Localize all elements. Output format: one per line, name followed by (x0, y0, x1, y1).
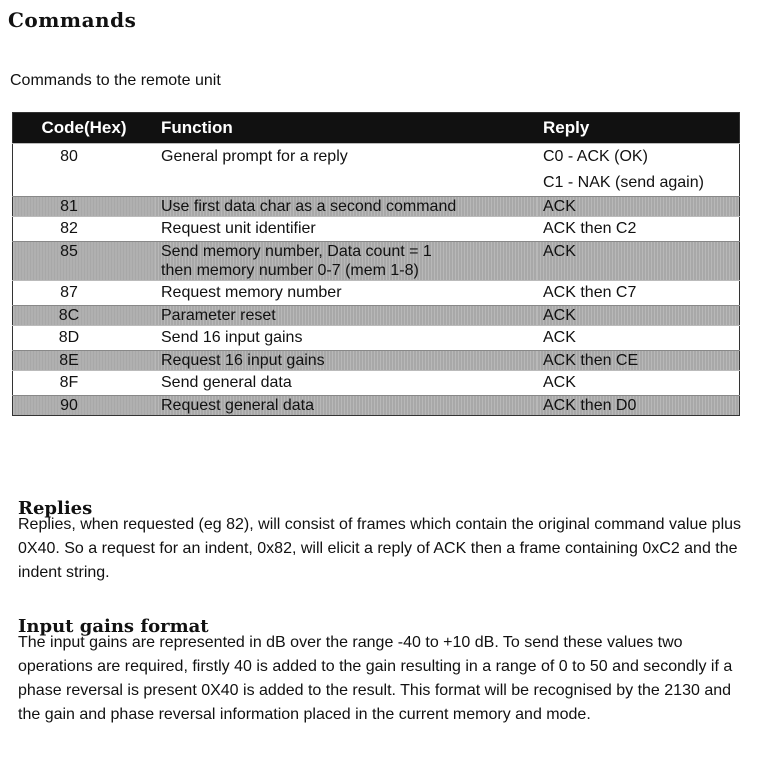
cell-function (155, 242, 537, 281)
cell-code: 8F (13, 371, 156, 396)
cell-reply (537, 281, 740, 306)
cell-reply (537, 396, 740, 416)
cell-function (155, 306, 537, 326)
reply-line: ACK (543, 307, 576, 324)
cell-code: 87 (13, 281, 156, 306)
table-row (13, 396, 740, 416)
reply-line: ACK then C7 (543, 284, 637, 301)
function-line: Send general data (161, 374, 292, 391)
reply-line: ACK (543, 374, 576, 391)
header-reply: Reply (537, 113, 740, 144)
reply-line: ACK then C2 (543, 220, 637, 237)
reply-line: ACK (543, 329, 576, 346)
function-line: Use first data char as a second command (161, 198, 457, 215)
cell-code: 90 (13, 396, 156, 416)
replies-text: Replies, when requested (eg 82), will consist of frames which contain the original command value plus 0X40. So a request for an indent, 0x82, will elicit a reply of ACK then a frame containing 0xC2 and the indent string. (18, 516, 742, 581)
header-code: Code(Hex) (13, 113, 156, 144)
reply-line: ACK then CE (543, 352, 639, 369)
cell-code: 81 (13, 197, 156, 217)
cell-code: 85 (13, 242, 156, 281)
cell-function (155, 197, 537, 217)
cell-reply (537, 306, 740, 326)
replies-title: Replies (18, 498, 93, 519)
function-line: Send memory number, Data count = 1 (161, 243, 432, 260)
function-line: General prompt for a reply (161, 148, 348, 165)
table-row (13, 326, 740, 351)
table-row (13, 371, 740, 396)
function-line: Send 16 input gains (161, 329, 303, 346)
table-row (13, 242, 740, 281)
cell-reply (537, 242, 740, 281)
cell-reply (537, 144, 740, 197)
cell-function (155, 144, 537, 197)
page-title: Commands (8, 8, 137, 32)
cell-function (155, 326, 537, 351)
function-line: then memory number 0-7 (mem 1-8) (161, 262, 419, 279)
cell-function (155, 351, 537, 371)
table-row (13, 351, 740, 371)
function-line: Request memory number (161, 284, 342, 301)
intro-text: Commands to the remote unit (10, 72, 221, 89)
reply-line: C0 - ACK (OK) (543, 148, 648, 165)
cell-function (155, 371, 537, 396)
cell-code: 80 (13, 144, 156, 197)
reply-line: ACK (543, 243, 576, 260)
table-row (13, 144, 740, 197)
input-gains-title: Input gains format (18, 616, 209, 637)
table-row (13, 197, 740, 217)
table-row (13, 281, 740, 306)
cell-reply (537, 371, 740, 396)
cell-reply (537, 351, 740, 371)
reply-line: ACK then D0 (543, 397, 637, 414)
cell-code: 8C (13, 306, 156, 326)
commands-table (12, 112, 740, 416)
cell-function (155, 396, 537, 416)
cell-code: 8D (13, 326, 156, 351)
cell-function (155, 281, 537, 306)
header-function: Function (155, 113, 537, 144)
cell-function (155, 217, 537, 242)
function-line: Request 16 input gains (161, 352, 325, 369)
cell-reply (537, 217, 740, 242)
table-row (13, 217, 740, 242)
table-body (13, 144, 740, 416)
table-row (13, 306, 740, 326)
function-line: Request general data (161, 397, 314, 414)
reply-line: C1 - NAK (send again) (543, 174, 704, 191)
cell-reply (537, 197, 740, 217)
reply-line: ACK (543, 198, 576, 215)
cell-reply (537, 326, 740, 351)
function-line: Parameter reset (161, 307, 276, 324)
cell-code: 8E (13, 351, 156, 371)
cell-code: 82 (13, 217, 156, 242)
function-line: Request unit identifier (161, 220, 316, 237)
input-gains-text: The input gains are represented in dB over the range -40 to +10 dB. To send these values two operations are required, firstly 40 is added to the gain resulting in a range of 0 to 50 and secondly if a phase reversal is present 0X40 is added to the result. This format will be recognised by the 2130 and the gain and phase reversal information placed in the current memory and mode. (18, 634, 733, 723)
table-header-row (13, 113, 740, 144)
